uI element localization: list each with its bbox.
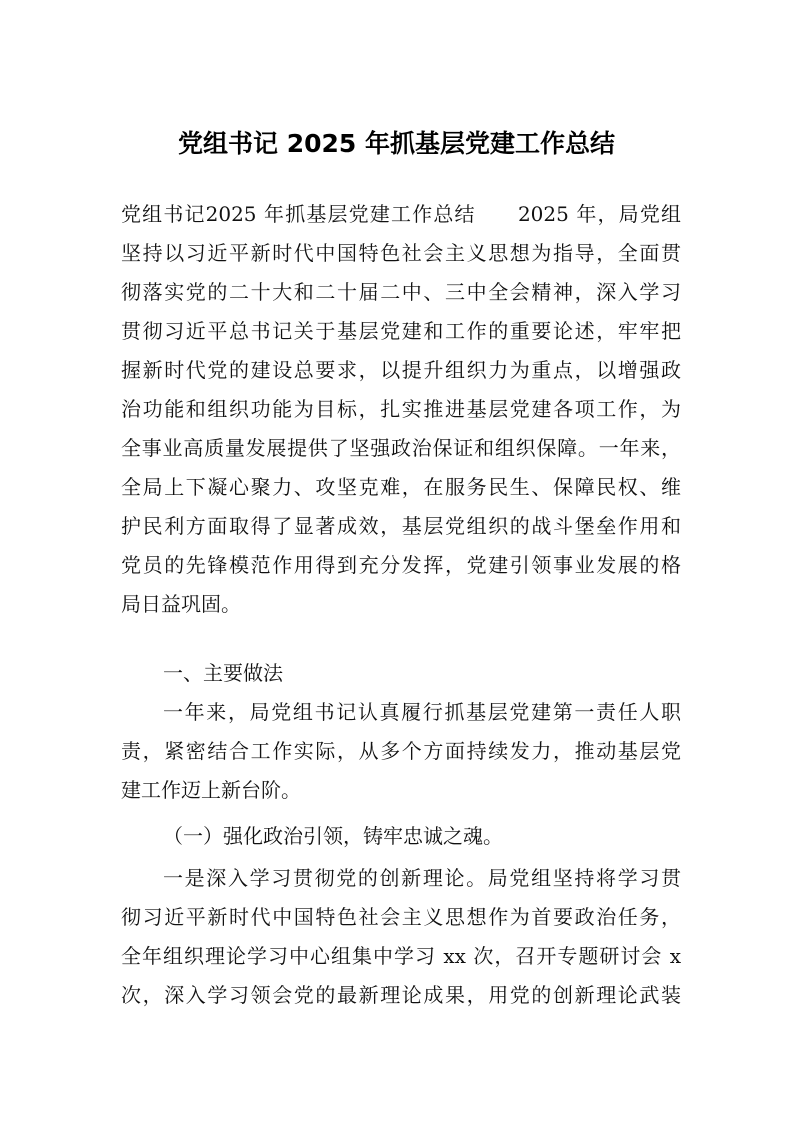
section-heading-text: 一、主要做法: [163, 661, 283, 685]
section-paragraph: [121, 693, 681, 810]
paragraph-line: 全年组织理论学习中心组集中学习 xx 次，召开专题研讨会 x: [121, 944, 681, 968]
paragraph-line: 次，深入学习领会党的最新理论成果，用党的创新理论武装: [121, 983, 681, 1007]
paragraph-line: 治功能和组织功能为目标，扎实推进基层党建各项工作，为: [121, 397, 681, 421]
subsection-heading: [121, 817, 681, 856]
paragraph-line: 建工作迈上新台阶。: [121, 778, 301, 802]
intro-paragraph: [121, 195, 681, 624]
paragraph-line: 全局上下凝心聚力、攻坚克难，在服务民生、保障民权、维: [121, 475, 681, 499]
paragraph-line: 坚持以习近平新时代中国特色社会主义思想为指导，全面贯: [121, 241, 681, 265]
paragraph-line: 一是深入学习贯彻党的创新理论。局党组坚持将学习贯: [163, 866, 681, 890]
paragraph-line: 党组书记2025 年抓基层党建工作总结 2025 年，局党组: [121, 202, 681, 226]
section-heading: [121, 654, 681, 693]
paragraph-line: 握新时代党的建设总要求，以提升组织力为重点，以增强政: [121, 358, 681, 382]
paragraph-line: 全事业高质量发展提供了坚强政治保证和组织保障。一年来，: [121, 436, 681, 460]
paragraph-line: 彻落实党的二十大和二十届二中、三中全会精神，深入学习: [121, 280, 681, 304]
paragraph-line: 一年来，局党组书记认真履行抓基层党建第一责任人职: [163, 700, 681, 724]
subsection-paragraph: [121, 859, 681, 1015]
paragraph-line: 局日益巩固。: [121, 592, 241, 616]
page-title: 党组书记 2025 年抓基层党建工作总结: [178, 129, 615, 158]
paragraph-line: 责，紧密结合工作实际，从多个方面持续发力，推动基层党: [121, 739, 681, 763]
paragraph-line: 贯彻习近平总书记关于基层党建和工作的重要论述，牢牢把: [121, 319, 681, 343]
paragraph-line: 护民利方面取得了显著成效，基层党组织的战斗堡垒作用和: [121, 514, 681, 538]
paragraph-line: 彻习近平新时代中国特色社会主义思想作为首要政治任务，: [121, 905, 681, 929]
subsection-heading-text: （一）强化政治引领，铸牢忠诚之魂。: [163, 824, 503, 848]
paragraph-line: 党员的先锋模范作用得到充分发挥，党建引领事业发展的格: [121, 553, 681, 577]
